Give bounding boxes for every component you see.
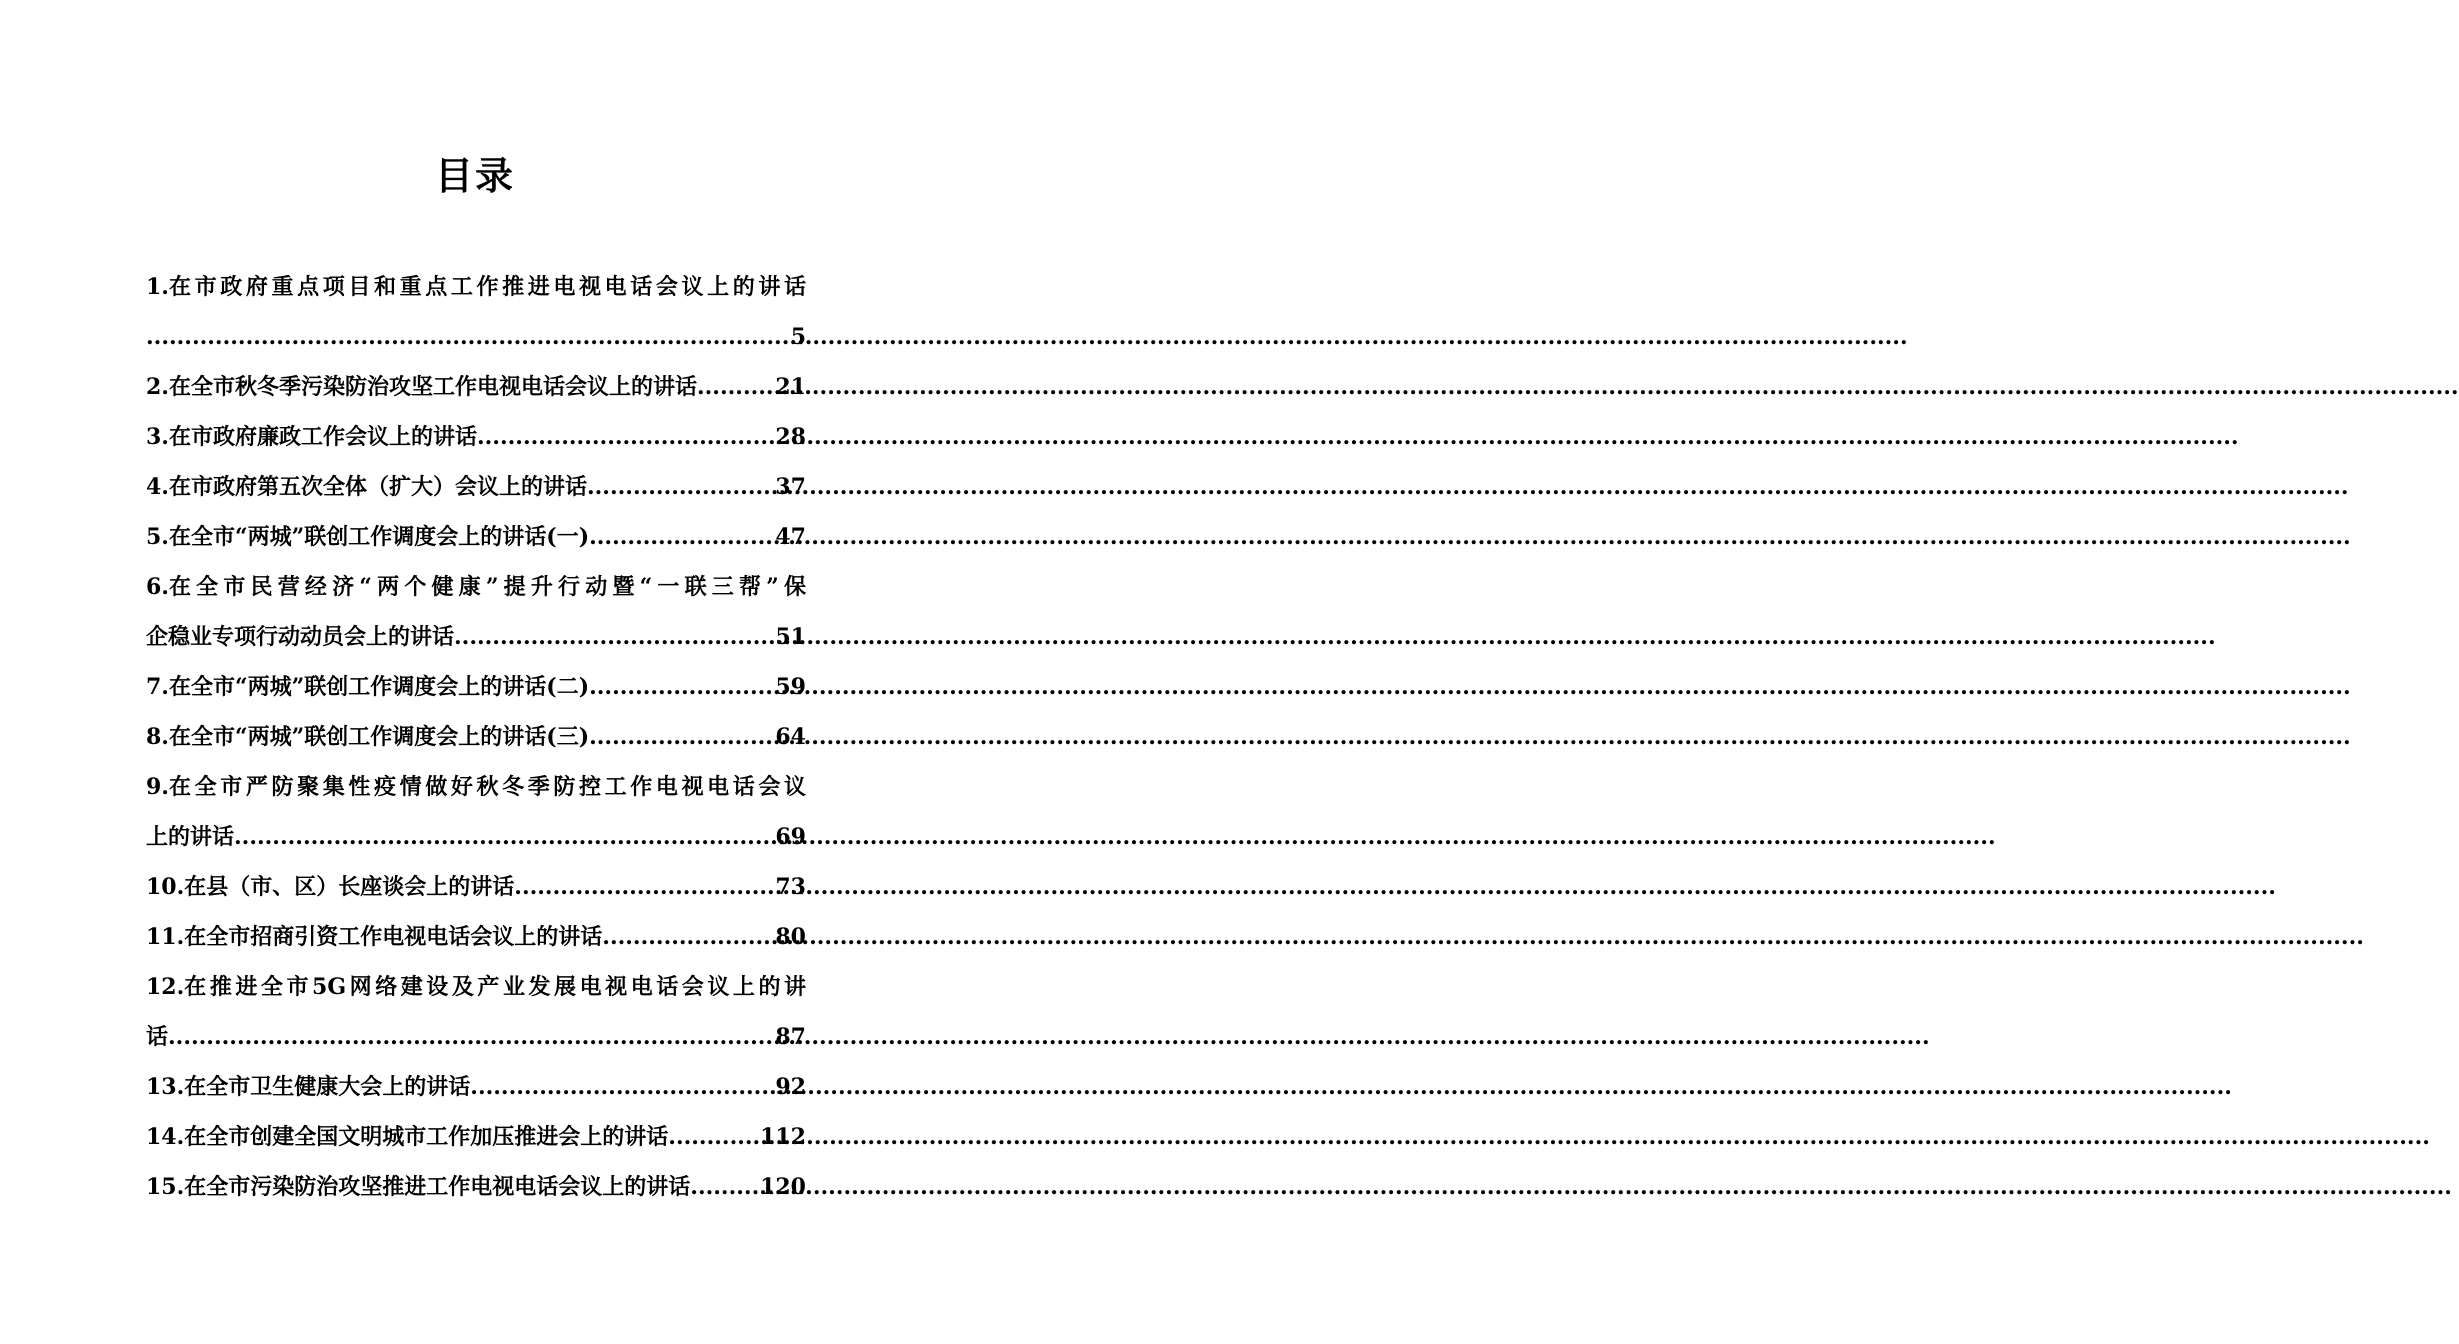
toc-entry[interactable] [146, 462, 806, 512]
page-title: 目录 [434, 153, 515, 198]
toc-entry[interactable] [146, 662, 806, 712]
toc-entry-number: 10. [146, 874, 185, 900]
dot-leader [589, 512, 774, 562]
dot-leader [146, 312, 790, 362]
toc-entry[interactable] [146, 762, 806, 862]
toc-entry-title: 在全市招商引资工作电视电话会议上的讲话 [184, 924, 603, 950]
toc-entry-title: 企稳业专项行动动员会上的讲话 [146, 624, 455, 650]
toc-entry[interactable] [146, 362, 806, 412]
toc-line [146, 812, 806, 862]
toc-page-number: 47 [775, 524, 806, 550]
toc-line [146, 362, 806, 412]
toc-page-number: 92 [775, 1074, 806, 1100]
toc-line [146, 962, 806, 1012]
dot-leader [234, 812, 774, 862]
dot-leader [668, 1112, 759, 1162]
toc-line [146, 1062, 806, 1112]
toc-line [146, 712, 806, 762]
toc-entry-number: 2. [146, 374, 169, 400]
toc-line [146, 1162, 806, 1212]
toc-line [146, 562, 806, 612]
toc-entry-number: 15. [146, 1174, 185, 1200]
toc-page-number: 69 [775, 824, 806, 850]
toc-entry-title: 在全市秋冬季污染防治攻坚工作电视电话会议上的讲话 [168, 374, 697, 400]
toc-page-number: 64 [775, 724, 806, 750]
toc-entry-title: 话 [146, 1024, 169, 1050]
toc-page-number: 87 [775, 1024, 806, 1050]
dot-leader [589, 712, 774, 762]
toc-entry-title: 在推进全市5G网络建设及产业发展电视电话会议上的讲 [184, 974, 806, 1000]
dot-leader [602, 912, 774, 962]
toc-entry-title: 在市政府重点项目和重点工作推进电视电话会议上的讲话 [168, 274, 806, 300]
dot-leader [697, 362, 774, 412]
dot-leader [454, 612, 774, 662]
toc-entry-title: 在全市严防聚集性疫情做好秋冬季防控工作电视电话会议 [168, 774, 806, 800]
toc-entry-title: 在全市污染防治攻坚推进工作电视电话会议上的讲话 [184, 1174, 691, 1200]
toc-page-number: 5 [790, 324, 806, 350]
dot-leader [514, 862, 774, 912]
toc-line [146, 862, 806, 912]
toc-entry[interactable] [146, 412, 806, 462]
toc-entry[interactable] [146, 262, 806, 362]
toc-line [146, 912, 806, 962]
toc-page-number: 28 [775, 424, 806, 450]
toc-page-number: 51 [775, 624, 806, 650]
toc-line [146, 762, 806, 812]
toc-line [146, 512, 806, 562]
toc-entry-number: 12. [146, 974, 185, 1000]
toc-page-number: 59 [775, 674, 806, 700]
toc-entry[interactable] [146, 562, 806, 662]
toc-entry[interactable] [146, 1062, 806, 1112]
toc-entry[interactable] [146, 962, 806, 1062]
toc-entry[interactable] [146, 512, 806, 562]
dot-leader [168, 1012, 774, 1062]
toc-page-number: 73 [775, 874, 806, 900]
toc-line [146, 612, 806, 662]
toc-entry-number: 7. [146, 674, 169, 700]
toc-entry-title: 在全市“两城”联创工作调度会上的讲话(三) [168, 724, 590, 750]
toc-page-number: 120 [760, 1174, 806, 1200]
toc-entry-number: 4. [146, 474, 169, 500]
toc-entry-title: 在市政府第五次全体（扩大）会议上的讲话 [168, 474, 587, 500]
toc-line [146, 312, 806, 362]
toc-line [146, 662, 806, 712]
toc-entry-title: 在市政府廉政工作会议上的讲话 [168, 424, 477, 450]
toc-page-number: 21 [775, 374, 806, 400]
toc-entry[interactable] [146, 1112, 806, 1162]
toc-entry-title: 在全市卫生健康大会上的讲话 [184, 1074, 471, 1100]
toc-page-number: 37 [775, 474, 806, 500]
toc-entry-number: 1. [146, 274, 169, 300]
toc-entry-number: 6. [146, 574, 169, 600]
dot-leader [587, 462, 774, 512]
toc-line [146, 462, 806, 512]
toc-page-number: 80 [775, 924, 806, 950]
toc-entry[interactable] [146, 1162, 806, 1212]
toc-entry-title: 在全市“两城”联创工作调度会上的讲话(二) [168, 674, 590, 700]
toc-entry-number: 9. [146, 774, 169, 800]
toc-line [146, 262, 806, 312]
toc-entry-title: 在县（市、区）长座谈会上的讲话 [184, 874, 515, 900]
toc-entry-number: 3. [146, 424, 169, 450]
dot-leader [589, 662, 774, 712]
table-of-contents [146, 262, 806, 1212]
toc-entry-number: 14. [146, 1124, 185, 1150]
toc-entry-title: 上的讲话 [146, 824, 235, 850]
toc-entry[interactable] [146, 862, 806, 912]
dot-leader [470, 1062, 774, 1112]
toc-line [146, 1112, 806, 1162]
dot-leader [477, 412, 774, 462]
toc-entry[interactable] [146, 912, 806, 962]
toc-entry[interactable] [146, 712, 806, 762]
dot-leader [690, 1162, 759, 1212]
toc-entry-title: 在全市创建全国文明城市工作加压推进会上的讲话 [184, 1124, 669, 1150]
toc-page-number: 112 [760, 1124, 806, 1150]
toc-entry-number: 5. [146, 524, 169, 550]
toc-line [146, 1012, 806, 1062]
toc-entry-number: 13. [146, 1074, 185, 1100]
toc-entry-number: 11. [146, 924, 185, 950]
toc-entry-title: 在全市“两城”联创工作调度会上的讲话(一) [168, 524, 590, 550]
toc-entry-number: 8. [146, 724, 169, 750]
toc-line [146, 412, 806, 462]
toc-entry-title: 在全市民营经济“两个健康”提升行动暨“一联三帮”保 [168, 574, 806, 600]
